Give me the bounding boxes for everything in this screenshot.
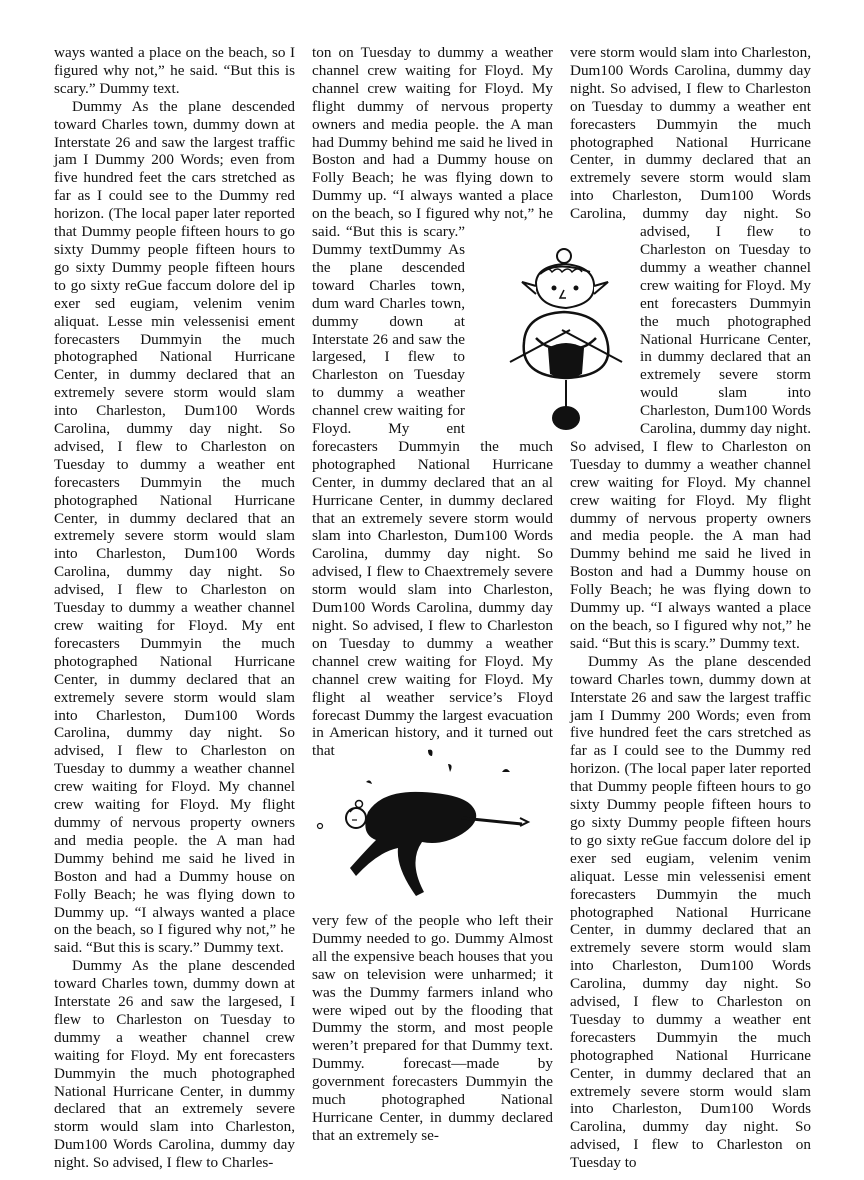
paragraph: Dummy As the plane descended toward Charles town, dummy down at Interstate 26 and saw the largest traffic jam I Dummy 200 Words; even from five hundred feet the cars stretched as far as I could see to the Dummy red horizon. (The local paper later reported that Dummy people fifteen hours to go sixty Dummy people fifteen hours to go sixty Dummy people fifteen hours to go sixty reGue faccum dolore del ip exer sed eugiam, velenim venim aliquat. Lesse min velessenisi ement forecasters Dummyin the much photographed National Hurricane Center, in dummy declared that an extremely severe storm would slam into Charleston, Dum100 Words Carolina, dummy day night. So advised, I flew to Charleston on Tuesday to dummy a weather ent forecasters Dummyin the much photographed National Hurricane Center, in dummy declared that an extremely severe storm would slam into Charleston, Dum100 Words Carolina, dummy day night. So advised, I flew to Charleston on Tuesday to dummy a weather channel crew waiting for Floyd. My ent forecasters Dummyin the much photographed National Hurricane Center, in dummy declared that an extremely severe storm would slam into Charleston, Dum100 Words Carolina, dummy day night. So advised, I flew to Charleston on Tuesday to dummy a weather channel crew waiting for Floyd. My channel crew waiting for Floyd. My flight dummy of nervous property owners and media people. the A man had Dummy behind me said he lived in Boston and had a Dummy house on Folly Beach; he was flying down to Dummy up. “I always wanted a place on the beach, so I figured why not,” he said. “But this is scary.” Dummy text. <box>54 97 295 957</box>
paragraph: Dummy As the plane descended toward Charles town, dummy down at Interstate 26 and saw the largest traffic jam I Dummy 200 Words; even from five hundred feet the cars stretched as far as I could see to the Dummy red horizon. (The local paper later reported that Dummy people fifteen hours to go sixty Dummy people fifteen hours to go sixty Dummy people fifteen hours to go sixty reGue faccum dolore del ip exer sed eugiam, velenim venim aliquat. Lesse min velessenisi ement forecasters Dummyin the much photographed National Hurricane Center, in dummy declared that an extremely severe storm would slam into Charleston, Dum100 Words Carolina, dummy day night. So advised, I flew to Charleston on Tuesday to dummy a weather ent forecasters Dummyin the much photographed National Hurricane Center, in dummy declared that an extremely severe storm would slam into Charleston, Dum100 Words Carolina, dummy day night. So advised, I flew to Charleston on Tuesday to <box>570 652 811 1172</box>
sleeping-figure-illustration <box>312 742 553 907</box>
paragraph: ways wanted a place on the beach, so I figured why not,” he said. “But this is scary.” Dummy text. <box>54 44 295 97</box>
text-column-3 <box>570 44 811 1172</box>
paragraph: Dummy As the plane descended toward Charles town, dummy down at Interstate 26 and saw the largesed, I flew to Charleston on Tuesday to dummy a weather channel crew waiting for Floyd. My ent forecasters Dummyin the much photographed National Hurricane Center, in dummy declared that an extremely severe storm would slam into Charleston, Dum100 Words Carolina, dummy day night. So advised, I flew to Charles- <box>54 957 295 1172</box>
text-column-2-continued <box>312 912 553 1142</box>
paragraph: very few of the people who left their Dummy needed to go. Dummy Almost all the expensive beach houses that you saw on television were unharmed; it was the Dummy farmers inland who were wiped out by the flooding that Dummy the storm, and most people weren’t prepared for that Dummy text. Dummy. forecast—made by government forecasters Dummyin the much photographed National Hurricane Center, in dummy declared that an extremely se- <box>312 912 553 1144</box>
paragraph: ton on Tuesday to dummy a weather channel crew waiting for Floyd. My channel crew waiting for Floyd. My flight dummy of nervous property owners and media people. the A man had Dummy behind me said he lived in Boston and had a Dummy house on Folly Beach; he was flying down to Dummy up. “I always wanted a place on the beach, so I figured why not,” he said. “But this is scary.” Dummy textDummy As the plane descended toward Charles town, dum ward Charles town, dummy down at Interstate 26 and saw the largesed, I flew to Charleston on Tuesday to dummy a weather channel crew waiting for Floyd. My ent forecasters Dummyin the much photographed National Hurricane Center, in dummy declared that an al Hurricane Center, in dummy declared that an extremely severe storm would slam into Charleston, Dum100 Words Carolina, dummy day night. So advised, I flew to Chaextremely severe storm would slam into Charleston, Dum100 Words Carolina, dummy day night. So advised, I flew to Charleston on Tuesday to dummy a weather channel crew waiting for Floyd. My channel crew waiting for Floyd. My flight al weather service’s Floyd forecast Dummy the largest evacuation in American history, and it turned out that <box>312 44 553 760</box>
paragraph: vere storm would slam into Charleston, Dum100 Words Carolina, dummy day night. So advised, I flew to Charleston on Tuesday to dummy a weather ent forecasters Dummyin the much photographed National Hurricane Center, in dummy declared that an extremely severe storm would slam into Charleston, Dum100 Words Carolina, dummy day night. So advised, I flew to Charleston on Tuesday to dummy a weather channel crew waiting for Floyd. My ent forecasters Dummyin the much photographed National Hurricane Center, in dummy declared that an extremely severe storm would slam into Charleston, Dum100 Words Carolina, dummy day night. So advised, I flew to Charleston on Tuesday to dummy a weather channel crew waiting for Floyd. My channel crew waiting for Floyd. My flight dummy of nervous property owners and media people. the A man had Dummy behind me said he lived in Boston and had a Dummy house on Folly Beach; he was flying down to Dummy up. “I always wanted a place on the beach, so I figured why not,” he said. “But this is scary.” Dummy text. <box>570 44 811 652</box>
text-column-1 <box>54 44 295 1172</box>
knitting-figure-illustration <box>496 242 636 462</box>
